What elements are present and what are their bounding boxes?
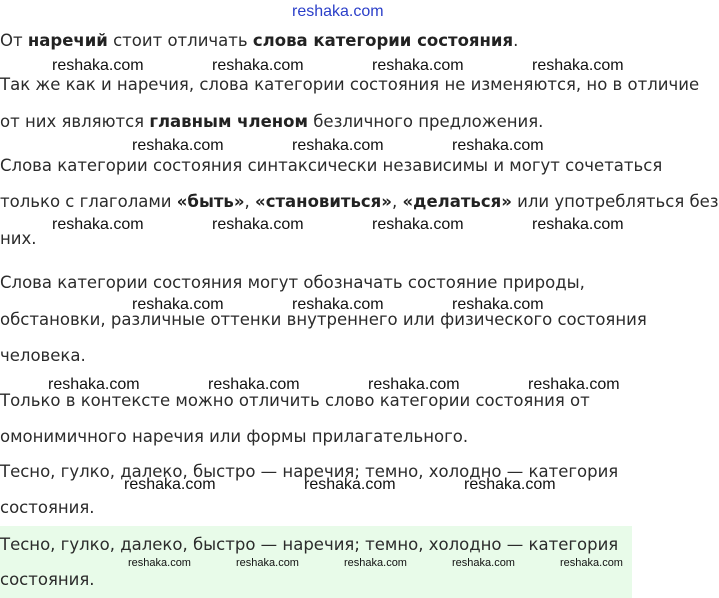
example-line: Тесно, гулко, далеко, быстро — наречия; темно, холодно — категория bbox=[0, 535, 619, 554]
text: безличного предложения. bbox=[308, 112, 544, 131]
watermark: reshaka.com bbox=[128, 557, 191, 569]
watermark: reshaka.com bbox=[464, 476, 556, 493]
watermark: reshaka.com bbox=[212, 57, 304, 74]
watermark: reshaka.com bbox=[344, 557, 407, 569]
watermark: reshaka.com bbox=[52, 57, 144, 74]
watermark: reshaka.com bbox=[292, 137, 384, 154]
paragraph-line: Так же как и наречия, слова категории состояния не изменяются, но в отличие bbox=[0, 75, 700, 94]
text: только с глаголами bbox=[0, 192, 177, 211]
watermark: reshaka.com bbox=[292, 296, 384, 313]
bold-term: слова категории состояния bbox=[252, 31, 514, 50]
watermark: reshaka.com bbox=[368, 376, 460, 393]
paragraph-intro bbox=[0, 31, 518, 51]
text: , bbox=[244, 192, 256, 211]
watermark: reshaka.com bbox=[452, 296, 544, 313]
watermark: reshaka.com bbox=[372, 57, 464, 74]
paragraph-line: состояния. bbox=[0, 498, 95, 517]
paragraph-line: Только в контексте можно отличить слово категории состояния от bbox=[0, 391, 590, 410]
watermark: reshaka.com bbox=[208, 376, 300, 393]
watermark: reshaka.com bbox=[236, 557, 299, 569]
watermark: reshaka.com bbox=[528, 376, 620, 393]
watermark: reshaka.com bbox=[532, 216, 624, 233]
paragraph-line bbox=[0, 192, 719, 212]
text: От bbox=[0, 31, 28, 50]
watermark: reshaka.com bbox=[452, 137, 544, 154]
paragraph-line: Слова категории состояния могут обозначать состояние природы, bbox=[0, 273, 585, 292]
example-line: состояния. bbox=[0, 570, 95, 589]
watermark: reshaka.com bbox=[372, 216, 464, 233]
text: от них являются bbox=[0, 112, 150, 131]
paragraph-line: обстановки, различные оттенки внутреннего или физического состояния bbox=[0, 310, 647, 329]
text: , bbox=[391, 192, 403, 211]
watermark: reshaka.com bbox=[132, 137, 224, 154]
watermark: reshaka.com bbox=[52, 216, 144, 233]
watermark: reshaka.com bbox=[304, 476, 396, 493]
text: или употребляться без bbox=[511, 192, 719, 211]
paragraph-line: Слова категории состояния синтаксически независимы и могут сочетаться bbox=[0, 156, 663, 175]
paragraph-line: человека. bbox=[0, 346, 86, 365]
watermark: reshaka.com bbox=[48, 376, 140, 393]
watermark: reshaka.com bbox=[560, 557, 623, 569]
text: . bbox=[513, 31, 519, 50]
bold-term: главным членом bbox=[149, 112, 309, 131]
bold-term: «становиться» bbox=[255, 192, 392, 211]
paragraph-line: Тесно, гулко, далеко, быстро — наречия; темно, холодно — категория bbox=[0, 462, 619, 481]
watermark: reshaka.com bbox=[124, 476, 216, 493]
paragraph-line: них. bbox=[0, 229, 37, 248]
paragraph-line bbox=[0, 112, 543, 132]
bold-term: «делаться» bbox=[402, 192, 512, 211]
watermark: reshaka.com bbox=[532, 57, 624, 74]
bold-term: наречий bbox=[27, 31, 108, 50]
watermark: reshaka.com bbox=[212, 216, 304, 233]
watermark: reshaka.com bbox=[292, 3, 384, 20]
watermark: reshaka.com bbox=[452, 557, 515, 569]
paragraph-line: омонимичного наречия или формы прилагательного. bbox=[0, 427, 469, 446]
watermark: reshaka.com bbox=[132, 296, 224, 313]
text: стоит отличать bbox=[107, 31, 253, 50]
bold-term: «быть» bbox=[176, 192, 245, 211]
